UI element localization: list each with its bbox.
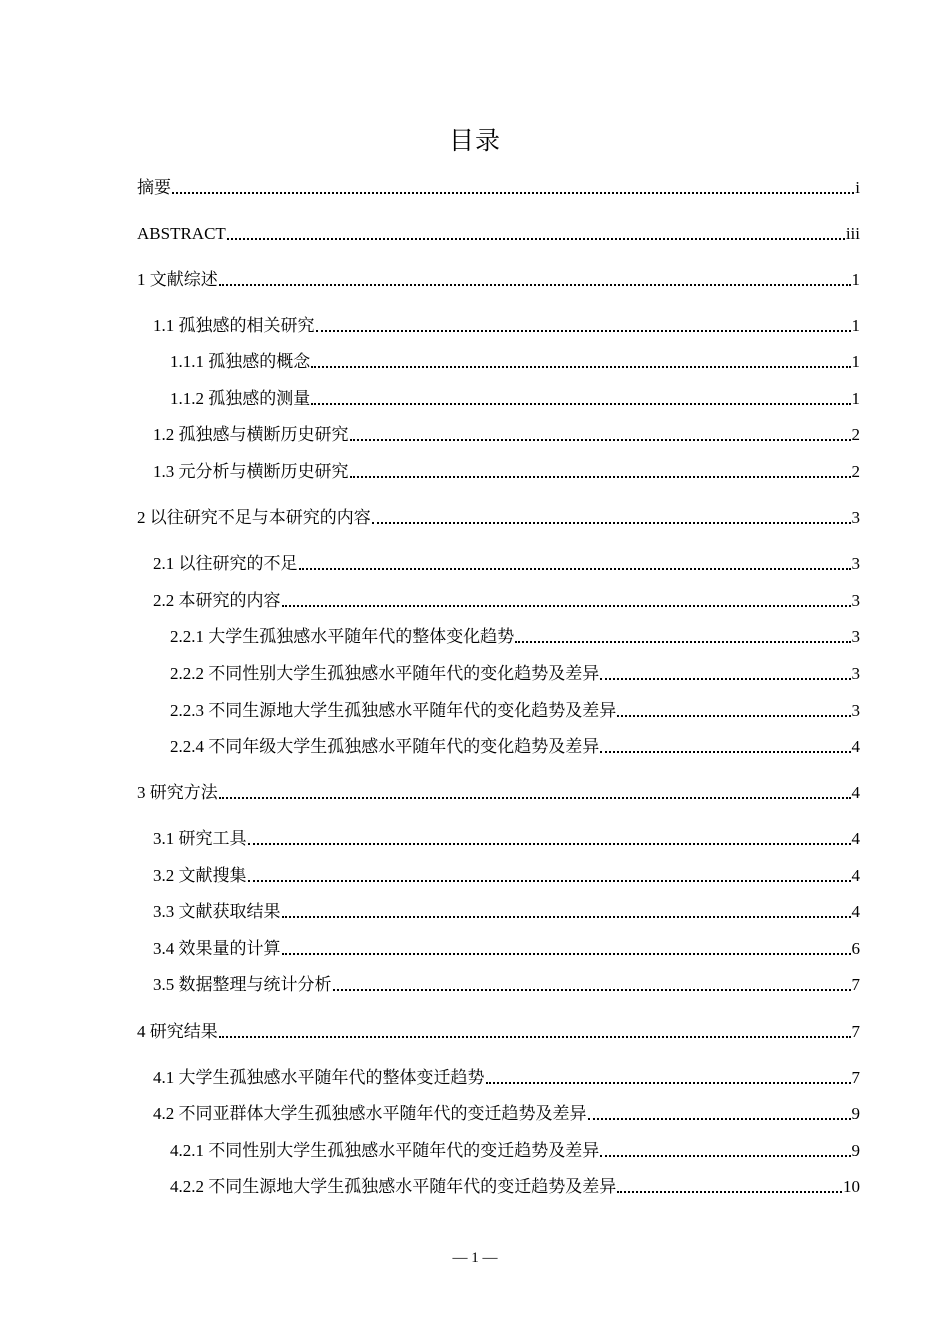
toc-page-number: 2 <box>851 462 860 481</box>
toc-entry-label: 1.2 孤独感与横断历史研究 <box>153 425 349 444</box>
toc-entry-4-1[interactable] <box>153 1065 860 1089</box>
toc-entry-2-2-3[interactable] <box>170 698 860 722</box>
toc-entry-1[interactable] <box>137 267 860 291</box>
dot-leader <box>219 1036 851 1038</box>
dot-leader <box>588 1118 851 1120</box>
toc-entry-label: 1.1.1 孤独感的概念 <box>170 352 311 371</box>
toc-page-number: 7 <box>851 1068 860 1087</box>
toc-entry-label: ABSTRACT <box>137 224 226 243</box>
toc-entry-1-1-1[interactable] <box>170 349 860 373</box>
toc-page-number: 1 <box>851 270 860 289</box>
dot-leader <box>311 366 850 368</box>
toc-entry-4-2[interactable] <box>153 1101 860 1125</box>
toc-entry-3-4[interactable] <box>153 936 860 960</box>
dot-leader <box>248 843 851 845</box>
toc-entry-label: 1.1.2 孤独感的测量 <box>170 389 311 408</box>
toc-entry-label: 3.4 效果量的计算 <box>153 939 281 958</box>
toc-entry-3-3[interactable] <box>153 899 860 923</box>
toc-page-number: 2 <box>851 425 860 444</box>
toc-page-number: i <box>855 178 860 197</box>
toc-entry-3[interactable] <box>137 780 860 804</box>
toc-entry-label: 4 研究结果 <box>137 1022 218 1041</box>
dot-leader <box>333 989 851 991</box>
toc-page-number: 1 <box>851 316 860 335</box>
toc-entry-label: 1.1 孤独感的相关研究 <box>153 316 315 335</box>
toc-entry-2-2-1[interactable] <box>170 624 860 648</box>
toc-entry-label: 2.2.3 不同生源地大学生孤独感水平随年代的变化趋势及差异 <box>170 701 617 720</box>
toc-entry-label: 3 研究方法 <box>137 783 218 802</box>
dot-leader <box>227 238 845 240</box>
toc-entry-label: 4.2 不同亚群体大学生孤独感水平随年代的变迁趋势及差异 <box>153 1104 587 1123</box>
toc-page-number: iii <box>845 224 860 243</box>
toc-entry-label: 3.3 文献获取结果 <box>153 902 281 921</box>
toc-page-number: 1 <box>851 389 860 408</box>
toc-entry-label: 2.2 本研究的内容 <box>153 591 281 610</box>
toc-entry-label: 4.1 大学生孤独感水平随年代的整体变迁趋势 <box>153 1068 485 1087</box>
dot-leader <box>350 439 851 441</box>
toc-entry-abstract-en[interactable] <box>137 221 860 245</box>
toc-page-number: 4 <box>851 866 860 885</box>
toc-entry-2-2[interactable] <box>153 588 860 612</box>
dot-leader <box>248 880 851 882</box>
toc-entry-4-2-2[interactable] <box>170 1174 860 1198</box>
dot-leader <box>600 678 850 680</box>
toc-entry-label: 2.2.4 不同年级大学生孤独感水平随年代的变化趋势及差异 <box>170 737 600 756</box>
toc-page-number: 1 <box>851 352 860 371</box>
toc-entry-4[interactable] <box>137 1019 860 1043</box>
dot-leader <box>372 522 851 524</box>
toc-entry-3-1[interactable] <box>153 826 860 850</box>
dot-leader <box>617 715 850 717</box>
toc-page-number: 7 <box>851 1022 860 1041</box>
toc-entry-abstract-cn[interactable] <box>137 175 860 199</box>
toc-entry-label: 2.2.2 不同性别大学生孤独感水平随年代的变化趋势及差异 <box>170 664 600 683</box>
dot-leader <box>316 330 851 332</box>
toc-page-number: 3 <box>851 554 860 573</box>
dot-leader <box>219 284 851 286</box>
toc-page-number: 4 <box>851 737 860 756</box>
toc-page-number: 4 <box>851 783 860 802</box>
toc-entry-2-2-4[interactable] <box>170 734 860 758</box>
toc-entry-label: 4.2.1 不同性别大学生孤独感水平随年代的变迁趋势及差异 <box>170 1141 600 1160</box>
toc-page-number: 10 <box>843 1177 860 1196</box>
toc-entry-4-2-1[interactable] <box>170 1138 860 1162</box>
dot-leader <box>486 1082 851 1084</box>
dot-leader <box>299 568 851 570</box>
dot-leader <box>617 1191 842 1193</box>
toc-entry-label: 3.1 研究工具 <box>153 829 247 848</box>
toc-entry-1-2[interactable] <box>153 422 860 446</box>
toc-entry-label: 3.5 数据整理与统计分析 <box>153 975 332 994</box>
toc-page-number: 6 <box>851 939 860 958</box>
toc-entry-label: 2.2.1 大学生孤独感水平随年代的整体变化趋势 <box>170 627 515 646</box>
toc-entry-label: 4.2.2 不同生源地大学生孤独感水平随年代的变迁趋势及差异 <box>170 1177 617 1196</box>
toc-page-number: 3 <box>851 591 860 610</box>
dot-leader <box>172 192 854 194</box>
toc-page-number: 3 <box>851 627 860 646</box>
toc-entry-1-1[interactable] <box>153 313 860 337</box>
page-title: 目录 <box>448 128 501 155</box>
toc-entry-1-3[interactable] <box>153 459 860 483</box>
toc-entry-label: 1.3 元分析与横断历史研究 <box>153 462 349 481</box>
toc-entry-label: 3.2 文献搜集 <box>153 866 247 885</box>
toc-entry-label: 1 文献综述 <box>137 270 218 289</box>
dot-leader <box>282 605 851 607</box>
toc-entry-label: 2 以往研究不足与本研究的内容 <box>137 508 371 527</box>
toc-page-number: 4 <box>851 902 860 921</box>
toc-page-number: 9 <box>851 1104 860 1123</box>
toc-page-number: 3 <box>851 508 860 527</box>
dot-leader <box>350 476 851 478</box>
toc-entry-2[interactable] <box>137 505 860 529</box>
toc-entry-2-1[interactable] <box>153 551 860 575</box>
toc-page-number: 3 <box>851 664 860 683</box>
toc-page-number: 3 <box>851 701 860 720</box>
toc-page-number: 9 <box>851 1141 860 1160</box>
dot-leader <box>600 1155 850 1157</box>
toc-entry-3-2[interactable] <box>153 863 860 887</box>
toc-entry-2-2-2[interactable] <box>170 661 860 685</box>
dot-leader <box>515 641 850 643</box>
dot-leader <box>282 953 851 955</box>
page-number-footer: — 1 — <box>452 1250 498 1266</box>
toc-entry-1-1-2[interactable] <box>170 386 860 410</box>
toc-entry-label: 2.1 以往研究的不足 <box>153 554 298 573</box>
dot-leader <box>600 751 850 753</box>
dot-leader <box>311 403 850 405</box>
toc-entry-3-5[interactable] <box>153 972 860 996</box>
toc-page-number: 4 <box>851 829 860 848</box>
dot-leader <box>282 916 851 918</box>
dot-leader <box>219 797 851 799</box>
toc-entry-label: 摘要 <box>137 178 171 197</box>
toc-page-number: 7 <box>851 975 860 994</box>
